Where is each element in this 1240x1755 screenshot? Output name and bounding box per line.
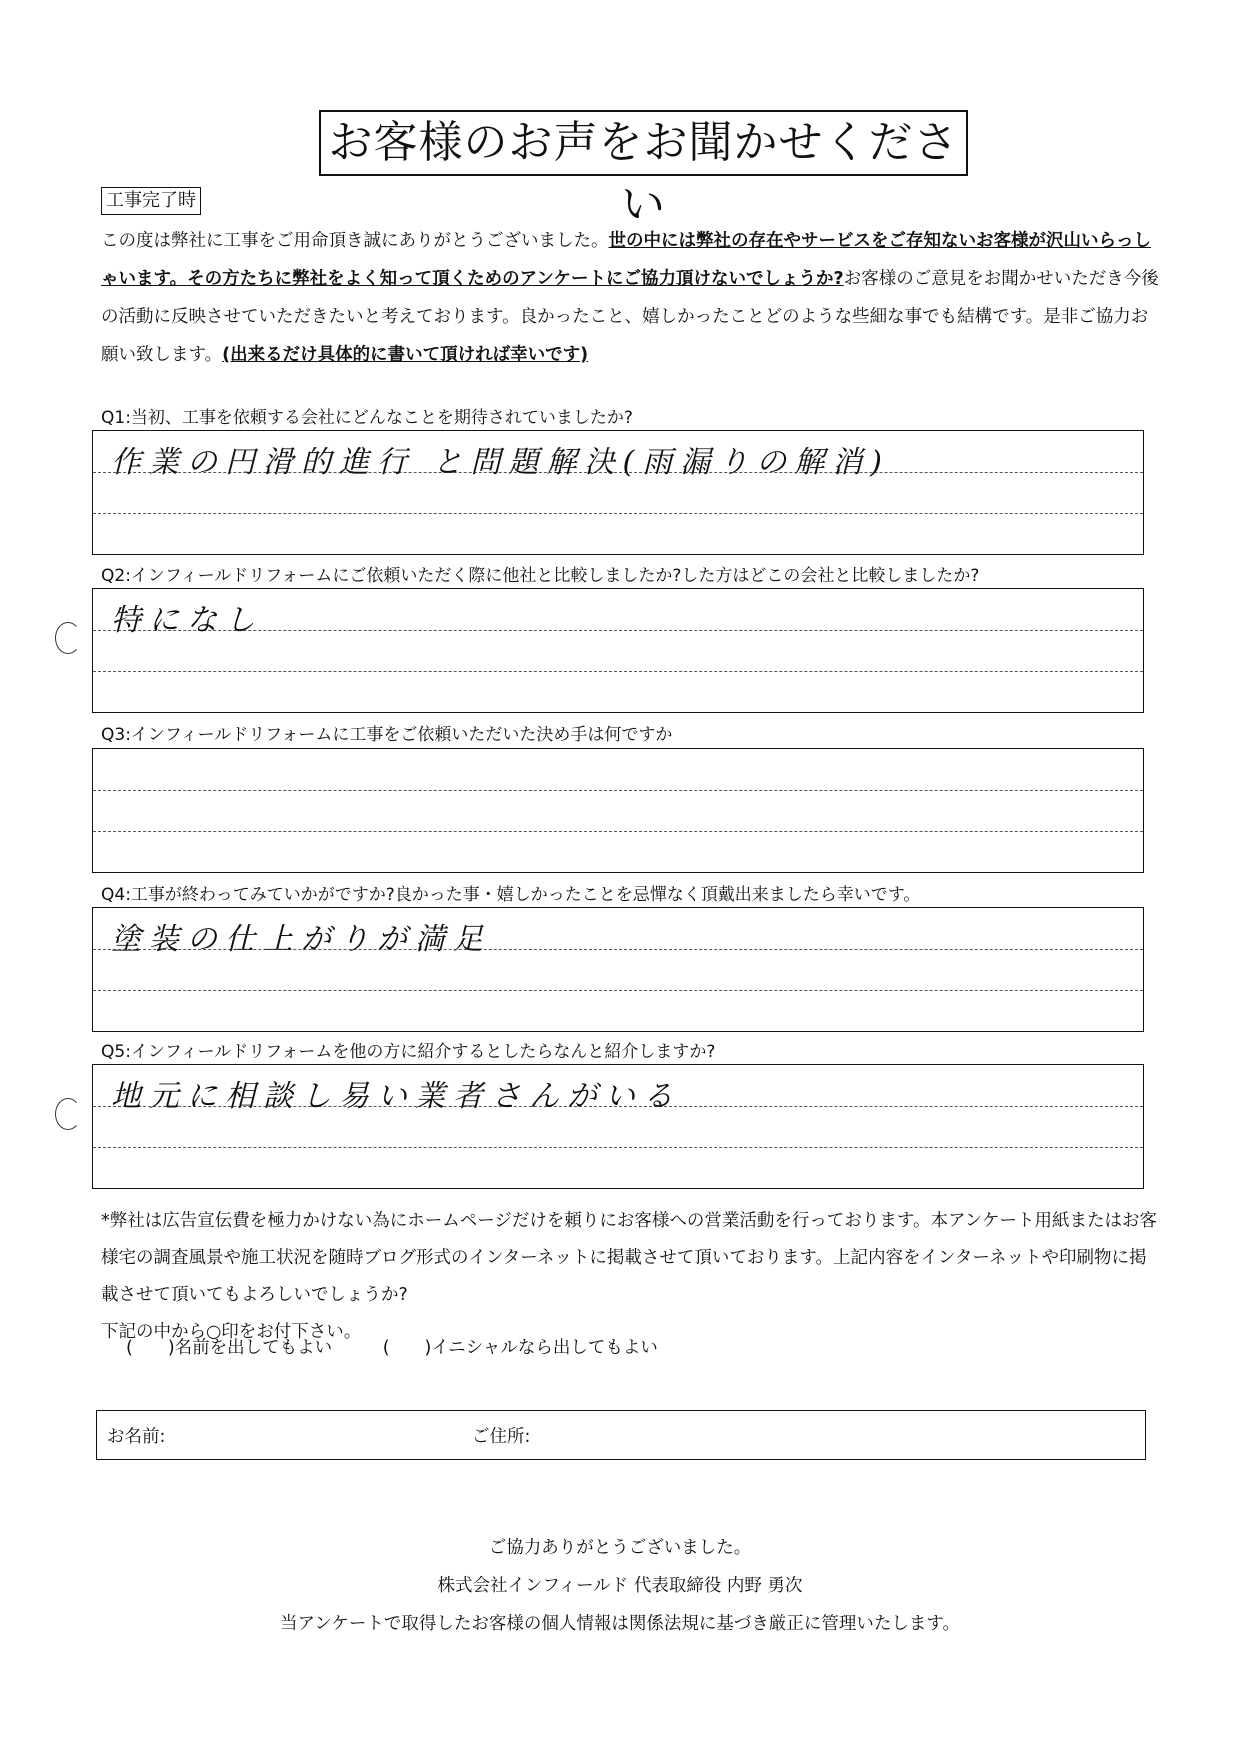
page-title: お客様のお声をお聞かせください	[319, 110, 968, 176]
question-1-answer: 作業の円滑的進行 と問題解決(雨漏りの解消)	[111, 445, 890, 480]
question-1-label: Q1:当初、工事を依頼する会社にどんなことを期待されていましたか?	[101, 408, 633, 428]
choice-initials-ok[interactable]: ( )イニシャルなら出してもよい	[382, 1338, 658, 1358]
name-label: お名前:	[107, 1427, 166, 1447]
question-5-answer-box[interactable]	[92, 1064, 1144, 1189]
intro-part4: (出来るだけ具体的に書いて頂ければ幸いです)	[222, 345, 589, 365]
intro-part1: この度は弊社に工事をご用命頂き誠にありがとうございました。	[101, 231, 609, 251]
question-2-answer-box[interactable]	[92, 588, 1144, 713]
consent-choices	[101, 1334, 658, 1359]
intro-part2: 世の中には弊社の存在やサービスをご存知ないお客様が沢山いらっしゃいます。その方たちに弊社をよく知って頂くためのアンケートにご協力頂けないでしょうか?	[101, 231, 1151, 289]
completion-tag: 工事完了時	[101, 187, 201, 215]
address-label: ご住所:	[472, 1427, 531, 1447]
publication-note	[101, 1203, 1161, 1351]
question-5-label: Q5:インフィールドリフォームを他の方に紹介するとしたらなんと紹介しますか?	[101, 1042, 716, 1062]
choice-name-ok[interactable]: ( )名前を出してもよい	[126, 1338, 333, 1358]
footer-thanks: ご協力ありがとうございました。	[488, 1538, 752, 1558]
footer-company: 株式会社インフィールド 代表取締役 内野 勇次	[437, 1576, 803, 1596]
question-1-answer-box[interactable]	[92, 430, 1144, 555]
question-5-answer: 地元に相談し易い業者さんがいる	[111, 1079, 681, 1114]
intro-part3: お客様のご意見をお聞かせいただき今後の活動に反映させていただきたいと考えております。良かったこと、嬉しかったことどのような些細な事でも結構です。是非ご協力お願い致します。	[101, 269, 1159, 365]
instruction-text: 下記の中から○印をお付下さい。	[101, 1322, 362, 1342]
question-4-answer: 塗装の仕上がりが満足	[111, 922, 491, 957]
question-2-answer: 特になし	[111, 603, 263, 638]
question-3-answer-box[interactable]	[92, 748, 1144, 873]
customer-info-box	[96, 1410, 1146, 1460]
intro-text	[101, 222, 1161, 374]
question-4-label: Q4:工事が終わってみていかがですか?良かった事・嬉しかったことを忌憚なく頂戴出来ましたら幸いです。	[101, 885, 921, 905]
question-4-answer-box[interactable]	[92, 907, 1144, 1032]
margin-mark-1	[55, 622, 81, 654]
footer-privacy: 当アンケートで取得したお客様の個人情報は関係法規に基づき厳正に管理いたします。	[279, 1614, 961, 1634]
question-2-label: Q2:インフィールドリフォームにご依頼いただく際に他社と比較しましたか?した方はどこの会社と比較しましたか?	[101, 566, 980, 586]
publication-note-text: *弊社は広告宣伝費を極力かけない為にホームページだけを頼りにお客様への営業活動を行っております。本アンケート用紙またはお客様宅の調査風景や施工状況を随時ブログ形式のインターネットに掲載させて頂いております。上記内容をインターネットや印刷物に掲載させて頂いてもよろしいでしょうか?	[101, 1211, 1157, 1305]
question-3-label: Q3:インフィールドリフォームに工事をご依頼いただいた決め手は何ですか	[101, 725, 673, 745]
margin-mark-2	[55, 1098, 81, 1130]
